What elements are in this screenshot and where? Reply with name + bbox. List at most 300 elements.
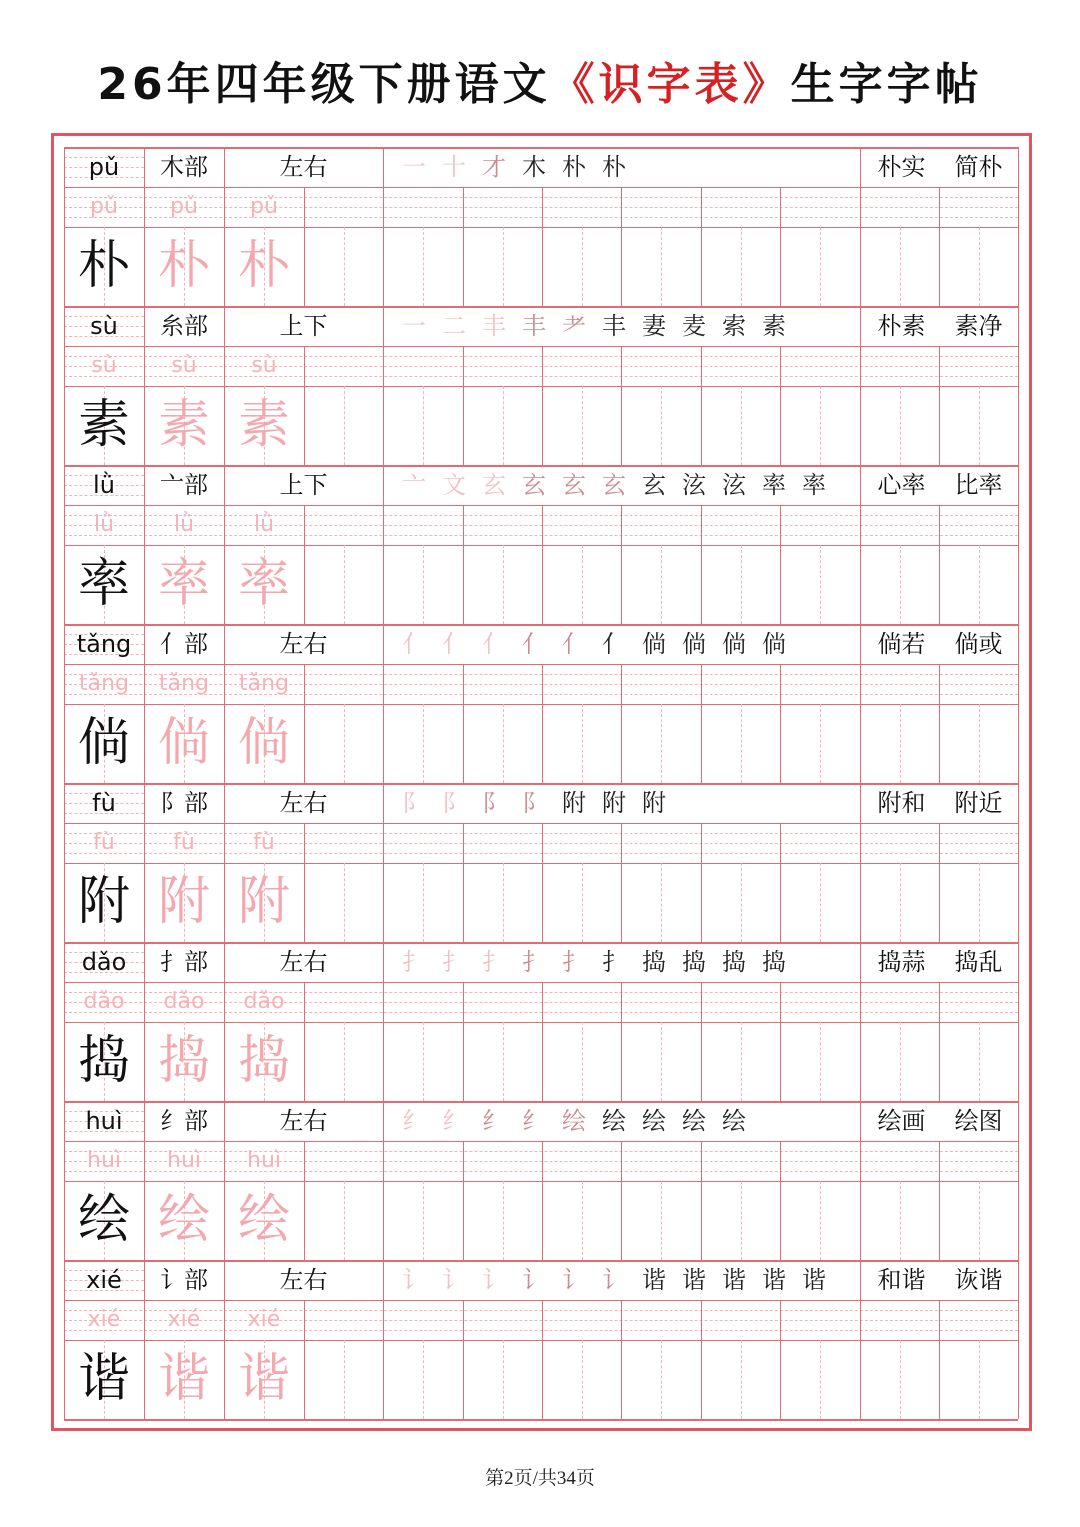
trace-character: 绘 bbox=[157, 1190, 210, 1250]
cell-guide-line bbox=[820, 386, 821, 465]
trace-character: 倘 bbox=[157, 713, 210, 773]
cell-guide-line bbox=[582, 1340, 583, 1419]
col-divider bbox=[701, 1141, 702, 1260]
col-divider bbox=[383, 465, 384, 505]
stroke-step: 亻 bbox=[482, 630, 506, 658]
pinyin-trace: sù bbox=[91, 353, 117, 378]
pinyin: huì bbox=[85, 1107, 123, 1135]
cell-guide-line bbox=[741, 1181, 742, 1260]
cell-guide-line bbox=[979, 227, 980, 306]
cell-guide-line bbox=[423, 704, 424, 783]
col-divider bbox=[383, 942, 384, 982]
cell-guide-line bbox=[344, 227, 345, 306]
cell-guide-line bbox=[423, 227, 424, 306]
word: 比率 bbox=[954, 471, 1003, 499]
col-divider bbox=[939, 187, 940, 306]
col-divider bbox=[304, 1300, 305, 1419]
col-divider bbox=[860, 346, 861, 465]
pinyin-trace: pǔ bbox=[170, 194, 198, 219]
stroke-step: 耂 bbox=[562, 312, 586, 340]
stroke-step: 扌 bbox=[562, 948, 586, 976]
radical: 木部 bbox=[160, 153, 208, 181]
word: 简朴 bbox=[954, 153, 1003, 181]
stroke-step: 率 bbox=[762, 471, 786, 499]
word: 倘若 bbox=[877, 630, 926, 658]
pinyin: xié bbox=[86, 1266, 122, 1294]
cell-guide-line bbox=[503, 863, 504, 942]
stroke-order bbox=[394, 1260, 854, 1300]
stroke-step: 一 bbox=[402, 153, 426, 181]
pinyin-trace: pǔ bbox=[250, 194, 278, 219]
col-divider bbox=[542, 1141, 543, 1260]
col-divider bbox=[621, 823, 622, 942]
stroke-step: 玄 bbox=[482, 471, 506, 499]
col-divider bbox=[1018, 306, 1019, 346]
stroke-step: 绘 bbox=[682, 1107, 706, 1135]
col-divider bbox=[780, 1300, 781, 1419]
cell-guide-line bbox=[503, 545, 504, 624]
pinyin: lǜ bbox=[93, 471, 115, 499]
stroke-step: 木 bbox=[522, 153, 546, 181]
radical: 阝部 bbox=[160, 789, 208, 817]
col-divider bbox=[383, 1141, 384, 1260]
stroke-step: 纟 bbox=[482, 1107, 506, 1135]
cell-guide-line bbox=[900, 1181, 901, 1260]
cell-guide-line bbox=[820, 863, 821, 942]
col-divider bbox=[939, 505, 940, 624]
structure: 左右 bbox=[279, 630, 328, 658]
cell-guide-line bbox=[979, 704, 980, 783]
cell-guide-line bbox=[582, 545, 583, 624]
pinyin-trace: sù bbox=[251, 353, 277, 378]
stroke-step: 捣 bbox=[722, 948, 746, 976]
cell-guide-line bbox=[741, 704, 742, 783]
cell-guide-line bbox=[900, 704, 901, 783]
cell-guide-line bbox=[582, 1022, 583, 1101]
col-divider bbox=[860, 1141, 861, 1260]
cell-guide-line bbox=[741, 1340, 742, 1419]
pinyin-trace: huì bbox=[87, 1148, 121, 1173]
stroke-step: 玄 bbox=[602, 471, 626, 499]
cell-guide-line bbox=[582, 704, 583, 783]
col-divider bbox=[701, 346, 702, 465]
pinyin-trace: fù bbox=[253, 830, 275, 855]
col-divider bbox=[542, 187, 543, 306]
cell-guide-line bbox=[344, 1340, 345, 1419]
trace-character: 附 bbox=[157, 872, 210, 932]
stroke-step: 讠 bbox=[602, 1266, 626, 1294]
col-divider bbox=[463, 823, 464, 942]
col-divider bbox=[860, 624, 861, 664]
col-divider bbox=[542, 982, 543, 1101]
pinyin-trace: sù bbox=[171, 353, 197, 378]
cell-guide-line bbox=[582, 863, 583, 942]
cell-guide-line bbox=[582, 1181, 583, 1260]
col-divider bbox=[1018, 664, 1019, 783]
stroke-step: 纟 bbox=[442, 1107, 466, 1135]
pinyin-trace: lǜ bbox=[253, 512, 275, 537]
stroke-step: 纟 bbox=[402, 1107, 426, 1135]
col-divider bbox=[1018, 1260, 1019, 1300]
trace-character: 绘 bbox=[237, 1190, 290, 1250]
col-divider bbox=[621, 664, 622, 783]
trace-character: 素 bbox=[157, 395, 210, 455]
model-character: 朴 bbox=[77, 236, 130, 296]
stroke-step: 阝 bbox=[402, 789, 426, 817]
cell-guide-line bbox=[661, 704, 662, 783]
cell-guide-line bbox=[503, 386, 504, 465]
word: 附近 bbox=[954, 789, 1003, 817]
col-divider bbox=[383, 187, 384, 306]
pinyin: pǔ bbox=[88, 153, 120, 181]
cell-guide-line bbox=[979, 386, 980, 465]
pinyin-trace: xié bbox=[87, 1307, 121, 1332]
col-divider bbox=[542, 346, 543, 465]
col-divider bbox=[1018, 187, 1019, 306]
stroke-step: 捣 bbox=[682, 948, 706, 976]
structure: 左右 bbox=[279, 1266, 328, 1294]
stroke-step: 绘 bbox=[642, 1107, 666, 1135]
col-divider bbox=[383, 147, 384, 187]
stroke-step: 讠 bbox=[522, 1266, 546, 1294]
col-divider bbox=[780, 664, 781, 783]
col-divider bbox=[1018, 942, 1019, 982]
stroke-step: 纟 bbox=[522, 1107, 546, 1135]
col-divider bbox=[463, 1300, 464, 1419]
col-divider bbox=[701, 187, 702, 306]
col-divider bbox=[701, 1300, 702, 1419]
cell-guide-line bbox=[344, 1181, 345, 1260]
col-divider bbox=[542, 823, 543, 942]
cell-guide-line bbox=[503, 1340, 504, 1419]
col-divider bbox=[304, 823, 305, 942]
cell-guide-line bbox=[741, 545, 742, 624]
col-divider bbox=[621, 982, 622, 1101]
stroke-step: 亻 bbox=[562, 630, 586, 658]
stroke-step: 倘 bbox=[762, 630, 786, 658]
structure: 上下 bbox=[279, 312, 328, 340]
model-character: 素 bbox=[77, 395, 130, 455]
title-suffix: 生字字帖 bbox=[790, 59, 983, 110]
cell-guide-line bbox=[344, 545, 345, 624]
trace-character: 朴 bbox=[237, 236, 290, 296]
word: 心率 bbox=[877, 471, 926, 499]
col-divider bbox=[939, 1300, 940, 1419]
cell-guide-line bbox=[900, 545, 901, 624]
stroke-step: 谐 bbox=[802, 1266, 826, 1294]
radical: 讠部 bbox=[160, 1266, 208, 1294]
trace-character: 率 bbox=[157, 554, 210, 614]
word: 倘或 bbox=[954, 630, 1003, 658]
stroke-step: 讠 bbox=[402, 1266, 426, 1294]
col-divider bbox=[463, 664, 464, 783]
trace-character: 谐 bbox=[157, 1349, 210, 1409]
cell-guide-line bbox=[503, 227, 504, 306]
col-divider bbox=[542, 505, 543, 624]
radical: 纟部 bbox=[160, 1107, 208, 1135]
cell-guide-line bbox=[582, 386, 583, 465]
pinyin-trace: dǎo bbox=[163, 989, 205, 1014]
col-divider bbox=[383, 505, 384, 624]
stroke-step: 谐 bbox=[642, 1266, 666, 1294]
col-divider bbox=[383, 306, 384, 346]
cell-guide-line bbox=[344, 1022, 345, 1101]
cell-guide-line bbox=[423, 545, 424, 624]
cell-guide-line bbox=[820, 1181, 821, 1260]
pinyin: dǎo bbox=[81, 948, 127, 976]
trace-character: 素 bbox=[237, 395, 290, 455]
stroke-step: 朴 bbox=[602, 153, 626, 181]
col-divider bbox=[304, 664, 305, 783]
cell-guide-line bbox=[820, 1022, 821, 1101]
word: 诙谐 bbox=[954, 1266, 1003, 1294]
cell-guide-line bbox=[503, 704, 504, 783]
col-divider bbox=[860, 783, 861, 823]
col-divider bbox=[542, 1300, 543, 1419]
word: 和谐 bbox=[877, 1266, 926, 1294]
pinyin: tǎng bbox=[76, 630, 132, 658]
stroke-step: 讠 bbox=[482, 1266, 506, 1294]
stroke-step: 扌 bbox=[482, 948, 506, 976]
stroke-step: 捣 bbox=[762, 948, 786, 976]
block-divider bbox=[64, 1419, 1018, 1421]
pinyin-trace: lǜ bbox=[93, 512, 115, 537]
stroke-step: 讠 bbox=[442, 1266, 466, 1294]
stroke-step: 玄 bbox=[562, 471, 586, 499]
col-divider bbox=[939, 982, 940, 1101]
cell-guide-line bbox=[979, 1340, 980, 1419]
col-divider bbox=[304, 505, 305, 624]
cell-guide-line bbox=[661, 1181, 662, 1260]
stroke-step: 捣 bbox=[642, 948, 666, 976]
col-divider bbox=[621, 1300, 622, 1419]
col-divider bbox=[939, 664, 940, 783]
trace-character: 附 bbox=[237, 872, 290, 932]
stroke-step: 一 bbox=[402, 312, 426, 340]
cell-guide-line bbox=[344, 863, 345, 942]
word: 绘图 bbox=[954, 1107, 1003, 1135]
stroke-step: 扌 bbox=[602, 948, 626, 976]
col-divider bbox=[780, 346, 781, 465]
model-character: 捣 bbox=[77, 1031, 130, 1091]
cell-guide-line bbox=[423, 863, 424, 942]
cell-guide-line bbox=[979, 1181, 980, 1260]
col-divider bbox=[304, 187, 305, 306]
title-prefix: 26年四年级下册语文 bbox=[97, 59, 551, 110]
word: 附和 bbox=[877, 789, 926, 817]
word: 绘画 bbox=[877, 1107, 926, 1135]
cell-guide-line bbox=[661, 1022, 662, 1101]
cell-guide-line bbox=[741, 386, 742, 465]
col-divider bbox=[939, 823, 940, 942]
stroke-step: 妻 bbox=[642, 312, 666, 340]
model-character: 附 bbox=[77, 872, 130, 932]
stroke-step: 玄 bbox=[642, 471, 666, 499]
col-divider bbox=[463, 982, 464, 1101]
col-divider bbox=[621, 346, 622, 465]
col-divider bbox=[383, 823, 384, 942]
radical: 亠部 bbox=[160, 471, 208, 499]
col-divider bbox=[1018, 465, 1019, 505]
stroke-step: 才 bbox=[482, 153, 506, 181]
stroke-step: 丰 bbox=[602, 312, 626, 340]
stroke-step: 绘 bbox=[722, 1107, 746, 1135]
col-divider bbox=[1018, 1141, 1019, 1260]
stroke-step: 索 bbox=[722, 312, 746, 340]
cell-guide-line bbox=[900, 386, 901, 465]
pinyin-trace: huì bbox=[167, 1148, 201, 1173]
stroke-step: 亻 bbox=[522, 630, 546, 658]
stroke-step: 阝 bbox=[522, 789, 546, 817]
cell-guide-line bbox=[661, 545, 662, 624]
col-divider bbox=[304, 1141, 305, 1260]
col-divider bbox=[383, 982, 384, 1101]
col-divider bbox=[780, 823, 781, 942]
cell-guide-line bbox=[423, 1181, 424, 1260]
col-divider bbox=[701, 982, 702, 1101]
col-divider bbox=[860, 505, 861, 624]
col-divider bbox=[383, 1101, 384, 1141]
stroke-step: 玄 bbox=[522, 471, 546, 499]
col-divider bbox=[780, 505, 781, 624]
stroke-step: 亻 bbox=[402, 630, 426, 658]
stroke-order bbox=[394, 306, 854, 346]
stroke-step: 亻 bbox=[442, 630, 466, 658]
col-divider bbox=[463, 1141, 464, 1260]
stroke-step: 阝 bbox=[442, 789, 466, 817]
col-divider bbox=[860, 1101, 861, 1141]
col-divider bbox=[621, 505, 622, 624]
stroke-step: 丰 bbox=[522, 312, 546, 340]
col-divider bbox=[304, 982, 305, 1101]
stroke-step: 倘 bbox=[642, 630, 666, 658]
model-character: 谐 bbox=[77, 1349, 130, 1409]
cell-guide-line bbox=[979, 1022, 980, 1101]
pinyin-trace: xié bbox=[247, 1307, 281, 1332]
word: 素净 bbox=[954, 312, 1003, 340]
cell-guide-line bbox=[900, 863, 901, 942]
word: 捣蒜 bbox=[877, 948, 926, 976]
stroke-step: 泫 bbox=[682, 471, 706, 499]
pinyin-trace: pǔ bbox=[90, 194, 118, 219]
page-title bbox=[0, 48, 1080, 112]
stroke-step: 绘 bbox=[562, 1107, 586, 1135]
col-divider bbox=[383, 664, 384, 783]
col-divider bbox=[701, 505, 702, 624]
stroke-step: 附 bbox=[642, 789, 666, 817]
radical: 糸部 bbox=[160, 312, 208, 340]
stroke-order bbox=[394, 147, 854, 187]
col-divider bbox=[1018, 505, 1019, 624]
stroke-step: 率 bbox=[802, 471, 826, 499]
cell-guide-line bbox=[661, 1340, 662, 1419]
col-divider bbox=[860, 1260, 861, 1300]
stroke-order bbox=[394, 465, 854, 505]
col-divider bbox=[780, 982, 781, 1101]
pinyin-trace: xié bbox=[167, 1307, 201, 1332]
stroke-step: 十 bbox=[442, 153, 466, 181]
col-divider bbox=[621, 187, 622, 306]
radical: 扌部 bbox=[160, 948, 208, 976]
word: 捣乱 bbox=[954, 948, 1003, 976]
trace-character: 倘 bbox=[237, 713, 290, 773]
col-divider bbox=[621, 1141, 622, 1260]
cell-guide-line bbox=[423, 386, 424, 465]
cell-guide-line bbox=[900, 227, 901, 306]
pinyin-trace: dǎo bbox=[243, 989, 285, 1014]
stroke-step: 讠 bbox=[562, 1266, 586, 1294]
structure: 左右 bbox=[279, 789, 328, 817]
stroke-step: 谐 bbox=[762, 1266, 786, 1294]
col-divider bbox=[939, 346, 940, 465]
stroke-step: 二 bbox=[442, 312, 466, 340]
word: 朴素 bbox=[877, 312, 926, 340]
col-divider bbox=[860, 147, 861, 187]
structure: 左右 bbox=[279, 1107, 328, 1135]
pinyin-trace: fù bbox=[93, 830, 115, 855]
cell-guide-line bbox=[741, 863, 742, 942]
trace-character: 捣 bbox=[157, 1031, 210, 1091]
stroke-step: 附 bbox=[562, 789, 586, 817]
stroke-order bbox=[394, 624, 854, 664]
cell-guide-line bbox=[503, 1181, 504, 1260]
col-divider bbox=[860, 306, 861, 346]
title-highlight: 《识字表》 bbox=[550, 59, 791, 110]
cell-guide-line bbox=[344, 704, 345, 783]
pinyin: fù bbox=[92, 789, 116, 817]
col-divider bbox=[701, 664, 702, 783]
cell-guide-line bbox=[979, 863, 980, 942]
col-divider bbox=[1018, 346, 1019, 465]
stroke-order bbox=[394, 942, 854, 982]
col-divider bbox=[780, 1141, 781, 1260]
cell-guide-line bbox=[423, 1340, 424, 1419]
stroke-step: 文 bbox=[442, 471, 466, 499]
col-divider bbox=[860, 942, 861, 982]
col-divider bbox=[860, 1300, 861, 1419]
col-divider bbox=[860, 187, 861, 306]
model-character: 倘 bbox=[77, 713, 130, 773]
cell-guide-line bbox=[423, 1022, 424, 1101]
cell-guide-line bbox=[582, 227, 583, 306]
cell-guide-line bbox=[820, 545, 821, 624]
trace-character: 谐 bbox=[237, 1349, 290, 1409]
pinyin: sù bbox=[90, 312, 118, 340]
col-divider bbox=[383, 1260, 384, 1300]
cell-guide-line bbox=[979, 545, 980, 624]
stroke-step: 泫 bbox=[722, 471, 746, 499]
stroke-order bbox=[394, 1101, 854, 1141]
cell-guide-line bbox=[741, 227, 742, 306]
stroke-step: 亻 bbox=[602, 630, 626, 658]
pinyin-trace: tǎng bbox=[78, 671, 129, 696]
col-divider bbox=[780, 187, 781, 306]
structure: 上下 bbox=[279, 471, 328, 499]
stroke-step: 谐 bbox=[682, 1266, 706, 1294]
col-divider bbox=[939, 1141, 940, 1260]
structure: 左右 bbox=[279, 948, 328, 976]
col-divider bbox=[542, 664, 543, 783]
col-divider bbox=[1018, 982, 1019, 1101]
cell-guide-line bbox=[661, 863, 662, 942]
col-divider bbox=[860, 664, 861, 783]
col-divider bbox=[1018, 1101, 1019, 1141]
stroke-step: 素 bbox=[762, 312, 786, 340]
col-divider bbox=[463, 346, 464, 465]
cell-guide-line bbox=[900, 1022, 901, 1101]
col-divider bbox=[1018, 823, 1019, 942]
col-divider bbox=[383, 783, 384, 823]
